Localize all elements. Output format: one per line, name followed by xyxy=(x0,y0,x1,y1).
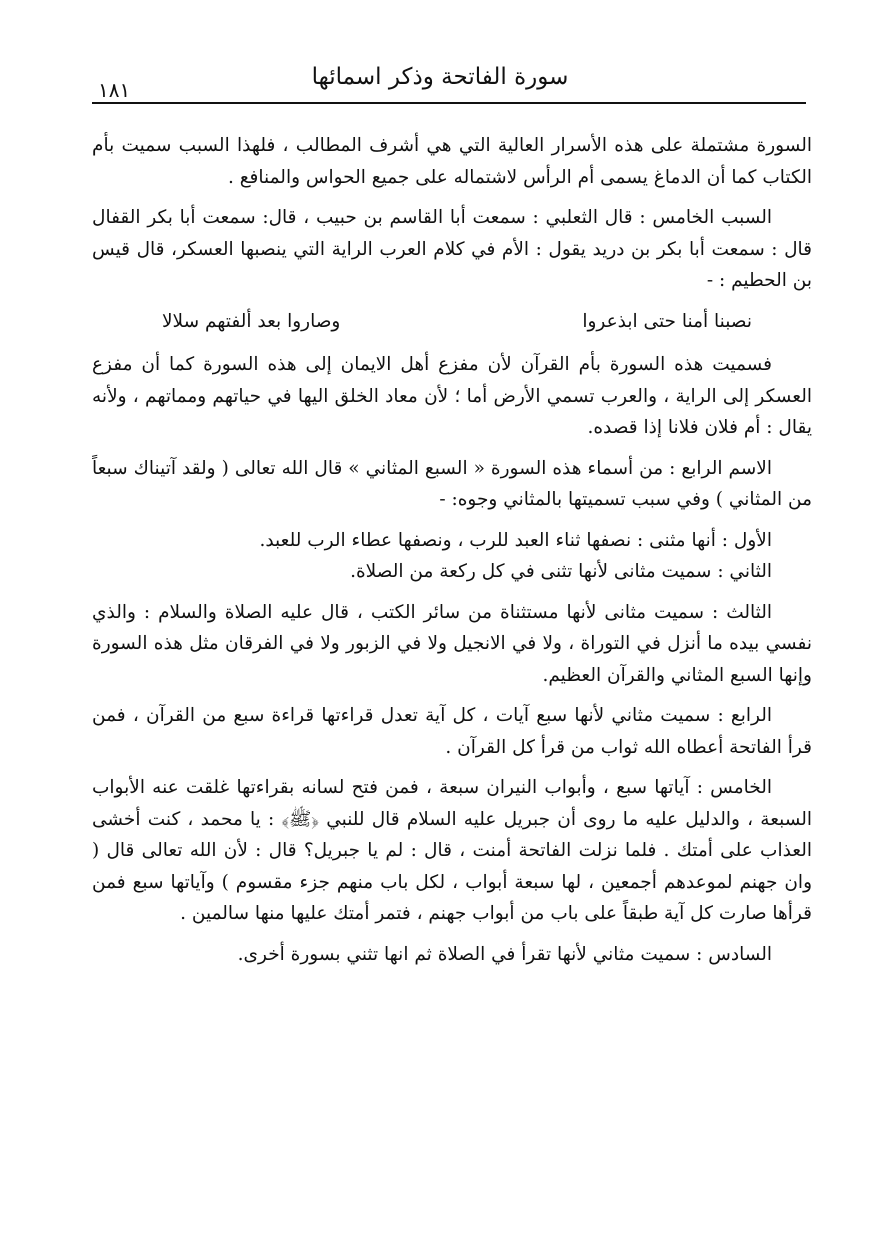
list-item-third: الثالث : سميت مثانى لأنها مستثناة من سائر الكتب ، قال عليه الصلاة والسلام : والذي نفسي بيده ما أنزل في التوراة ، ولا في الانجيل ولا في الزبور ولا في الفرقان مثل هذه السورة وإنها السبع المثاني والقرآن العظيم. xyxy=(92,601,812,686)
verse-first-hemistich: نصبنا أمنا حتى ابذعروا xyxy=(582,310,752,332)
paragraph-umm-al-quran: فسميت هذه السورة بأم القرآن لأن مفزع أهل الايمان إلى هذه السورة كما أن مفزع العسكر إلى الراية ، والعرب تسمي الأرض أما ؛ لأن معاد الخلق اليها في حياتهم ومماتهم ، ولأنه يقال : أم فلان فلانا إذا قصده. xyxy=(92,354,812,438)
verse-second-hemistich: وصاروا بعد ألفتهم سلالا xyxy=(162,310,341,332)
list-item-first: الأول : أنها مثنى : نصفها ثناء العبد للرب ، ونصفها عطاء الرب للعبد. xyxy=(259,529,772,551)
paragraph-fourth-name: الاسم الرابع : من أسماء هذه السورة « السبع المثاني » قال الله تعالى ( ولقد آتيناك سبعاً من المثاني ) وفي سبب تسميتها بالمثاني وجوه: - xyxy=(92,457,812,510)
paragraph-fifth-reason: السبب الخامس : قال الثعلبي : سمعت أبا القاسم بن حبيب ، قال: سمعت أبا بكر القفال قال : سمعت أبا بكر بن دريد يقول : الأم في كلام العرب الراية التي ينصبها العسكر، قال قيس بن الحطيم : - xyxy=(92,207,812,291)
list-item-fourth: الرابع : سميت مثاني لأنها سبع آيات ، كل آية تعدل قراءتها قراءة سبع من القرآن ، فمن قرأ الفاتحة أعطاه الله ثواب من قرأ كل القرآن . xyxy=(92,705,812,758)
running-header-title: سورة الفاتحة وذكر اسمائها xyxy=(311,64,569,90)
page-body xyxy=(92,130,812,979)
paragraph-1: السورة مشتملة على هذه الأسرار العالية التي هي أشرف المطالب ، فلهذا السبب سميت بأم الكتاب كما أن الدماغ يسمى أم الرأس لاشتماله على جميع الحواس والمنافع . xyxy=(92,135,812,188)
header-rule xyxy=(92,102,806,104)
page-number: ١٨١ xyxy=(98,78,131,102)
list-item-fifth: الخامس : آياتها سبع ، وأبواب النيران سبعة ، فمن فتح لسانه بقراءتها غلقت عنه الأبواب السبعة ، والدليل عليه ما روى أن جبريل عليه السلام قال للنبي ﴿ﷺ﴾ : يا محمد ، كنت أخشى العذاب على أمتك . فلما نزلت الفاتحة أمنت ، قال : لم يا جبريل؟ قال : لأن الله تعالى قال ( وان جهنم لموعدهم أجمعين ، لها سبعة أبواب ، لكل باب منهم جزء مقسوم ) وآياتها سبع فمن قرأها صارت كل آية طبقاً على باب من أبواب جهنم ، فتمر أمتك عليها منها سالمين . xyxy=(92,777,812,924)
list-item-second: الثاني : سميت مثانى لأنها تثنى في كل ركعة من الصلاة. xyxy=(350,561,772,582)
poetry-verse xyxy=(92,306,812,338)
list-item-sixth: السادس : سميت مثاني لأنها تقرأ في الصلاة ثم انها تثني بسورة أخرى. xyxy=(237,943,772,965)
